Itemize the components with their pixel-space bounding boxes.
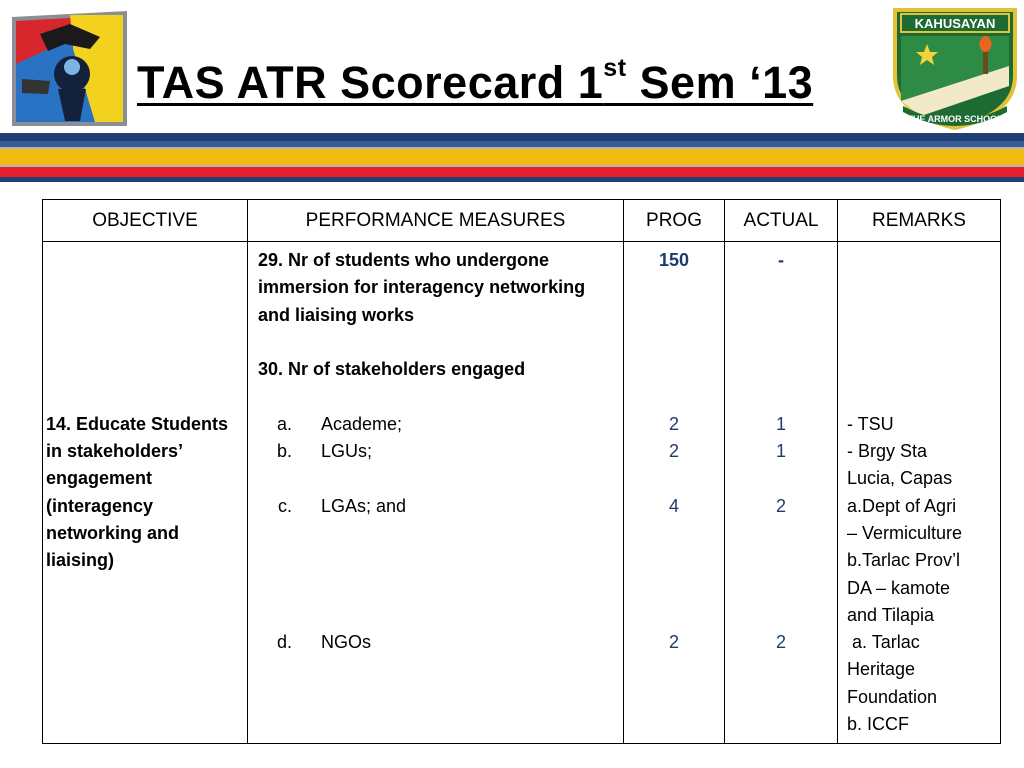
- header-performance-measures: PERFORMANCE MEASURES: [248, 200, 624, 242]
- objective-text: [43, 411, 247, 575]
- header-objective: OBJECTIVE: [43, 200, 248, 242]
- actual-value: 2: [775, 632, 786, 653]
- remark-line: a. Tarlac: [847, 632, 920, 653]
- armor-school-logo: [891, 6, 1019, 131]
- actual-value: -: [778, 250, 784, 270]
- remark-line: DA – kamote: [847, 577, 951, 598]
- remark-line: - Brgy Sta: [847, 441, 928, 462]
- measure-29-line: and liaising works: [258, 304, 415, 325]
- scorecard-table: [42, 199, 1001, 744]
- remark-line: b. ICCF: [847, 714, 910, 735]
- objective-line: networking and: [46, 522, 180, 543]
- prog-value: 2: [668, 441, 679, 462]
- sub-item-lgas: [258, 493, 623, 520]
- objective-cell: [43, 242, 248, 744]
- remark-line: a.Dept of Agri: [847, 495, 957, 516]
- remark-line: Heritage: [847, 659, 916, 680]
- measure-29-line: 29. Nr of students who undergone: [258, 250, 550, 270]
- list-marker: b.: [276, 441, 292, 462]
- prog-value: 4: [668, 495, 679, 516]
- remark-line: and Tilapia: [847, 604, 935, 625]
- title-superscript: st: [603, 54, 627, 82]
- remarks-cell: [838, 242, 1001, 744]
- prog-cell: [624, 242, 725, 744]
- actual-value: 1: [775, 441, 786, 462]
- page-title: [137, 44, 813, 113]
- measure-29-line: immersion for interagency networking: [258, 277, 586, 298]
- measure-30-title: 30. Nr of stakeholders engaged: [258, 359, 526, 380]
- prog-value: 2: [668, 632, 679, 653]
- objective-line: in stakeholders’: [46, 440, 184, 461]
- actual-value: 1: [775, 413, 786, 434]
- header-actual: ACTUAL: [725, 200, 838, 242]
- list-marker: d.: [276, 632, 292, 653]
- remark-line: - TSU: [847, 413, 894, 434]
- prog-value: 2: [668, 413, 679, 434]
- title-main: TAS ATR Scorecard 1: [137, 57, 604, 108]
- actual-value: 2: [775, 495, 786, 516]
- objective-line: (interagency: [46, 495, 154, 516]
- objective-line: liaising): [46, 550, 115, 571]
- list-label: NGOs: [321, 632, 372, 653]
- list-label: LGAs; and: [321, 495, 407, 516]
- remark-line: Foundation: [847, 686, 938, 707]
- sub-item-academe: [258, 411, 623, 438]
- remark-line: – Vermiculture: [847, 522, 963, 543]
- header-band-navy-bottom: [0, 177, 1024, 182]
- logo-text-armor-school: THE ARMOR SCHOOL: [907, 114, 1003, 124]
- header-band-gold: [0, 147, 1024, 167]
- list-label: LGUs;: [321, 441, 373, 462]
- list-label: Academe;: [321, 413, 403, 434]
- remark-line: b.Tarlac Prov’l: [847, 550, 961, 571]
- objective-line: 14. Educate Students: [46, 413, 229, 434]
- list-marker: c.: [277, 495, 292, 516]
- header-prog: PROG: [624, 200, 725, 242]
- table-row: [43, 242, 1001, 744]
- title-end: Sem ‘13: [626, 57, 814, 108]
- prog-value: 150: [658, 250, 690, 270]
- logo-text-kahusayan: KAHUSAYAN: [914, 16, 996, 31]
- table-header-row: [43, 200, 1001, 242]
- list-marker: a.: [276, 413, 292, 434]
- header-band-red: [0, 167, 1024, 177]
- remark-line: Lucia, Capas: [847, 468, 953, 489]
- unit-emblem-logo: [10, 9, 129, 128]
- objective-line: engagement: [46, 468, 153, 489]
- measures-cell: [248, 242, 624, 744]
- header-remarks: REMARKS: [838, 200, 1001, 242]
- actual-cell: [725, 242, 838, 744]
- sub-item-lgus: [258, 438, 623, 465]
- sub-item-ngos: [258, 629, 623, 656]
- header-band-navy: [0, 133, 1024, 141]
